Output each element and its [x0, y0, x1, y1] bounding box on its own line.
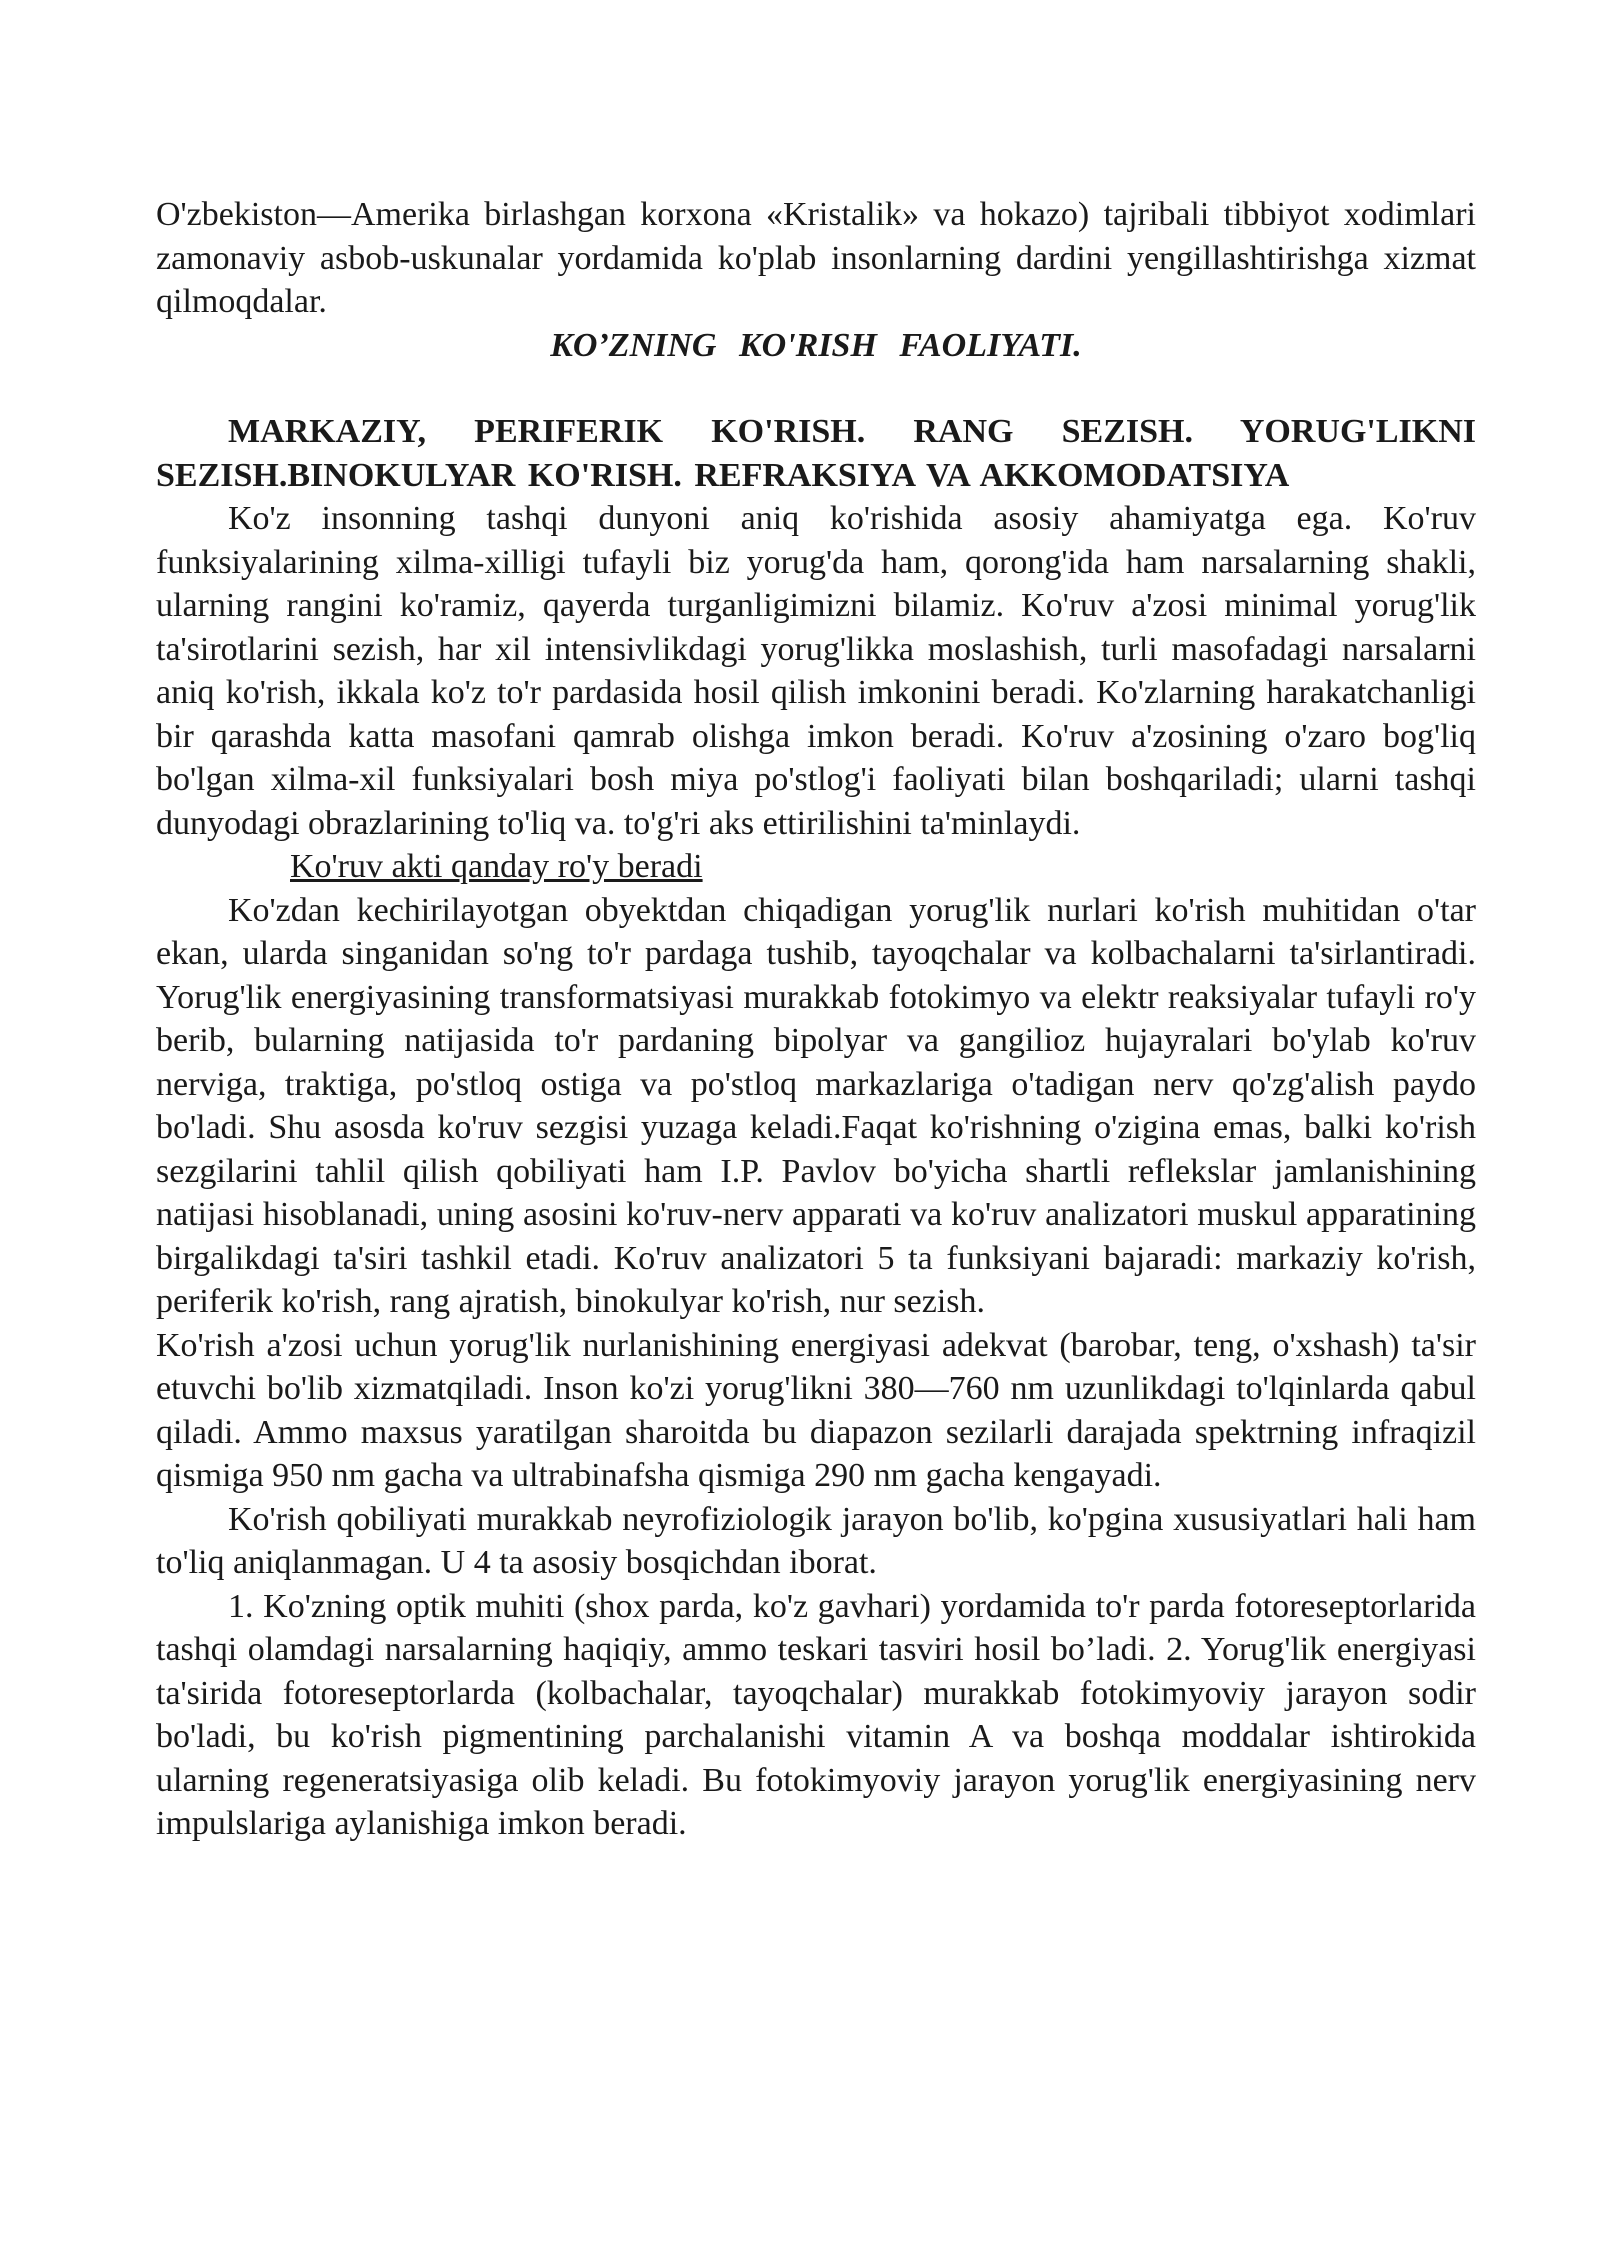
document-page — [156, 193, 1476, 1846]
body-paragraph: Ko'rish a'zosi uchun yorug'lik nurlanishining energiyasi adekvat (barobar, teng, o'xshash) ta'sir etuvchi bo'lib xizmatqiladi. Inson ko'zi yorug'likni 380—760 nm uzunlikdagi to'lqinlarda qabul qiladi. Ammo maxsus yaratilgan sharoitda bu diapazon sezilarli darajada spektrning infraqizil qismiga 950 nm gacha va ultrabinafsha qismiga 290 nm gacha kengayadi. — [156, 1326, 1476, 1494]
body-paragraph: Ko'rish qobiliyati murakkab neyrofiziologik jarayon bo'lib, ko'pgina xususiyatlari hali ham to'liq aniqlanmagan. U 4 ta asosiy bosqichdan iborat. — [156, 1500, 1476, 1581]
page-title: KO’ZNING KO'RISH FAOLIYATI. — [550, 326, 1082, 364]
body-paragraph: Ko'zdan kechirilayotgan obyektdan chiqadigan yorug'lik nurlari ko'rish muhitidan o'tar ekan, ularda singanidan so'ng to'r pardaga tushib, tayoqchalar va kolbachalarni ta'sirlantiradi. Yorug'lik energiyasining transformatsiyasi murakkab fotokimyo va elektr reaksiyalar tufayli ro'y berib, bularning natijasida to'r pardaning bipolyar va gangilioz hujayralari bo'ylab ko'ruv nerviga, traktiga, po'stloq ostiga va po'stloq markazlariga o'tadigan nerv qo'zg'alish paydo bo'ladi. Shu asosda ko'ruv sezgisi yuzaga keladi.Faqat ko'rishning o'zigina emas, balki ko'rish sezgilarini tahlil qilish qobiliyati ham I.P. Pavlov bo'yicha shartli reflekslar jamlanishining natijasi hisoblanadi, uning asosini ko'ruv-nerv apparati va ko'ruv analizatori muskul apparatining birgalikdagi ta'siri tashkil etadi. Ko'ruv analizatori 5 ta funksiyani bajaradi: markaziy ko'rish, periferik ko'rish, rang ajratish, binokulyar ko'rish, nur sezish. — [156, 891, 1476, 1320]
subheading: Ko'ruv akti qanday ro'y beradi — [290, 848, 703, 885]
body-paragraph: Ko'z insonning tashqi dunyoni aniq ko'rishida asosiy ahamiyatga ega. Ko'ruv funksiyalarining xilma-xilligi tufayli biz yorug'da ham, qorong'ida ham narsalarning shakli, ularning rangini ko'ramiz, qayerda turganligimizni bilamiz. Ko'ruv a'zosi minimal yorug'lik ta'sirotlarini sezish, har xil intensivlikdagi yorug'likka moslashish, turli masofadagi narsalarni aniq ko'rish, ikkala ko'z to'r pardasida hosil qilish imkonini beradi. Ko'zlarning harakatchanligi bir qarashda katta masofani qamrab olishga imkon beradi. Ko'ruv a'zosining o'zaro bog'liq bo'lgan xilma-xil funksiyalari bosh miya po'stlog'i faoliyati bilan boshqariladi; ularni tashqi dunyodagi obrazlarining to'liq va. to'g'ri aks ettirilishini ta'minlaydi. — [156, 500, 1476, 842]
intro-paragraph: O'zbekiston—Amerika birlashgan korxona «Kristalik» va hokazo) tajribali tibbiyot xodimlari zamonaviy asbob-uskunalar yordamida ko'plab insonlarning dardini yengillashtirishga xizmat qilmoqdalar. — [156, 196, 1476, 320]
section-heading: MARKAZIY, PERIFERIK KO'RISH. RANG SEZISH. YORUG'LIKNI SEZISH.BINOKULYAR KO'RISH. REFRAKSIYA VA AKKOMODATSIYA — [156, 413, 1476, 494]
body-paragraph: 1. Ko'zning optik muhiti (shox parda, ko'z gavhari) yordamida to'r parda fotoreseptorlarida tashqi olamdagi narsalarning haqiqiy, ammo teskari tasviri hosil bo’ladi. 2. Yorug'lik energiyasi ta'sirida fotoreseptorlarda (kolbachalar, tayoqchalar) murakkab fotokimyoviy jarayon sodir bo'ladi, bu ko'rish pigmentining parchalanishi vitamin A va boshqa moddalar ishtirokida ularning regeneratsiyasiga olib keladi. Bu fotokimyoviy jarayon yorug'lik energiyasining nerv impulslariga aylanishiga imkon beradi. — [156, 1587, 1476, 1842]
